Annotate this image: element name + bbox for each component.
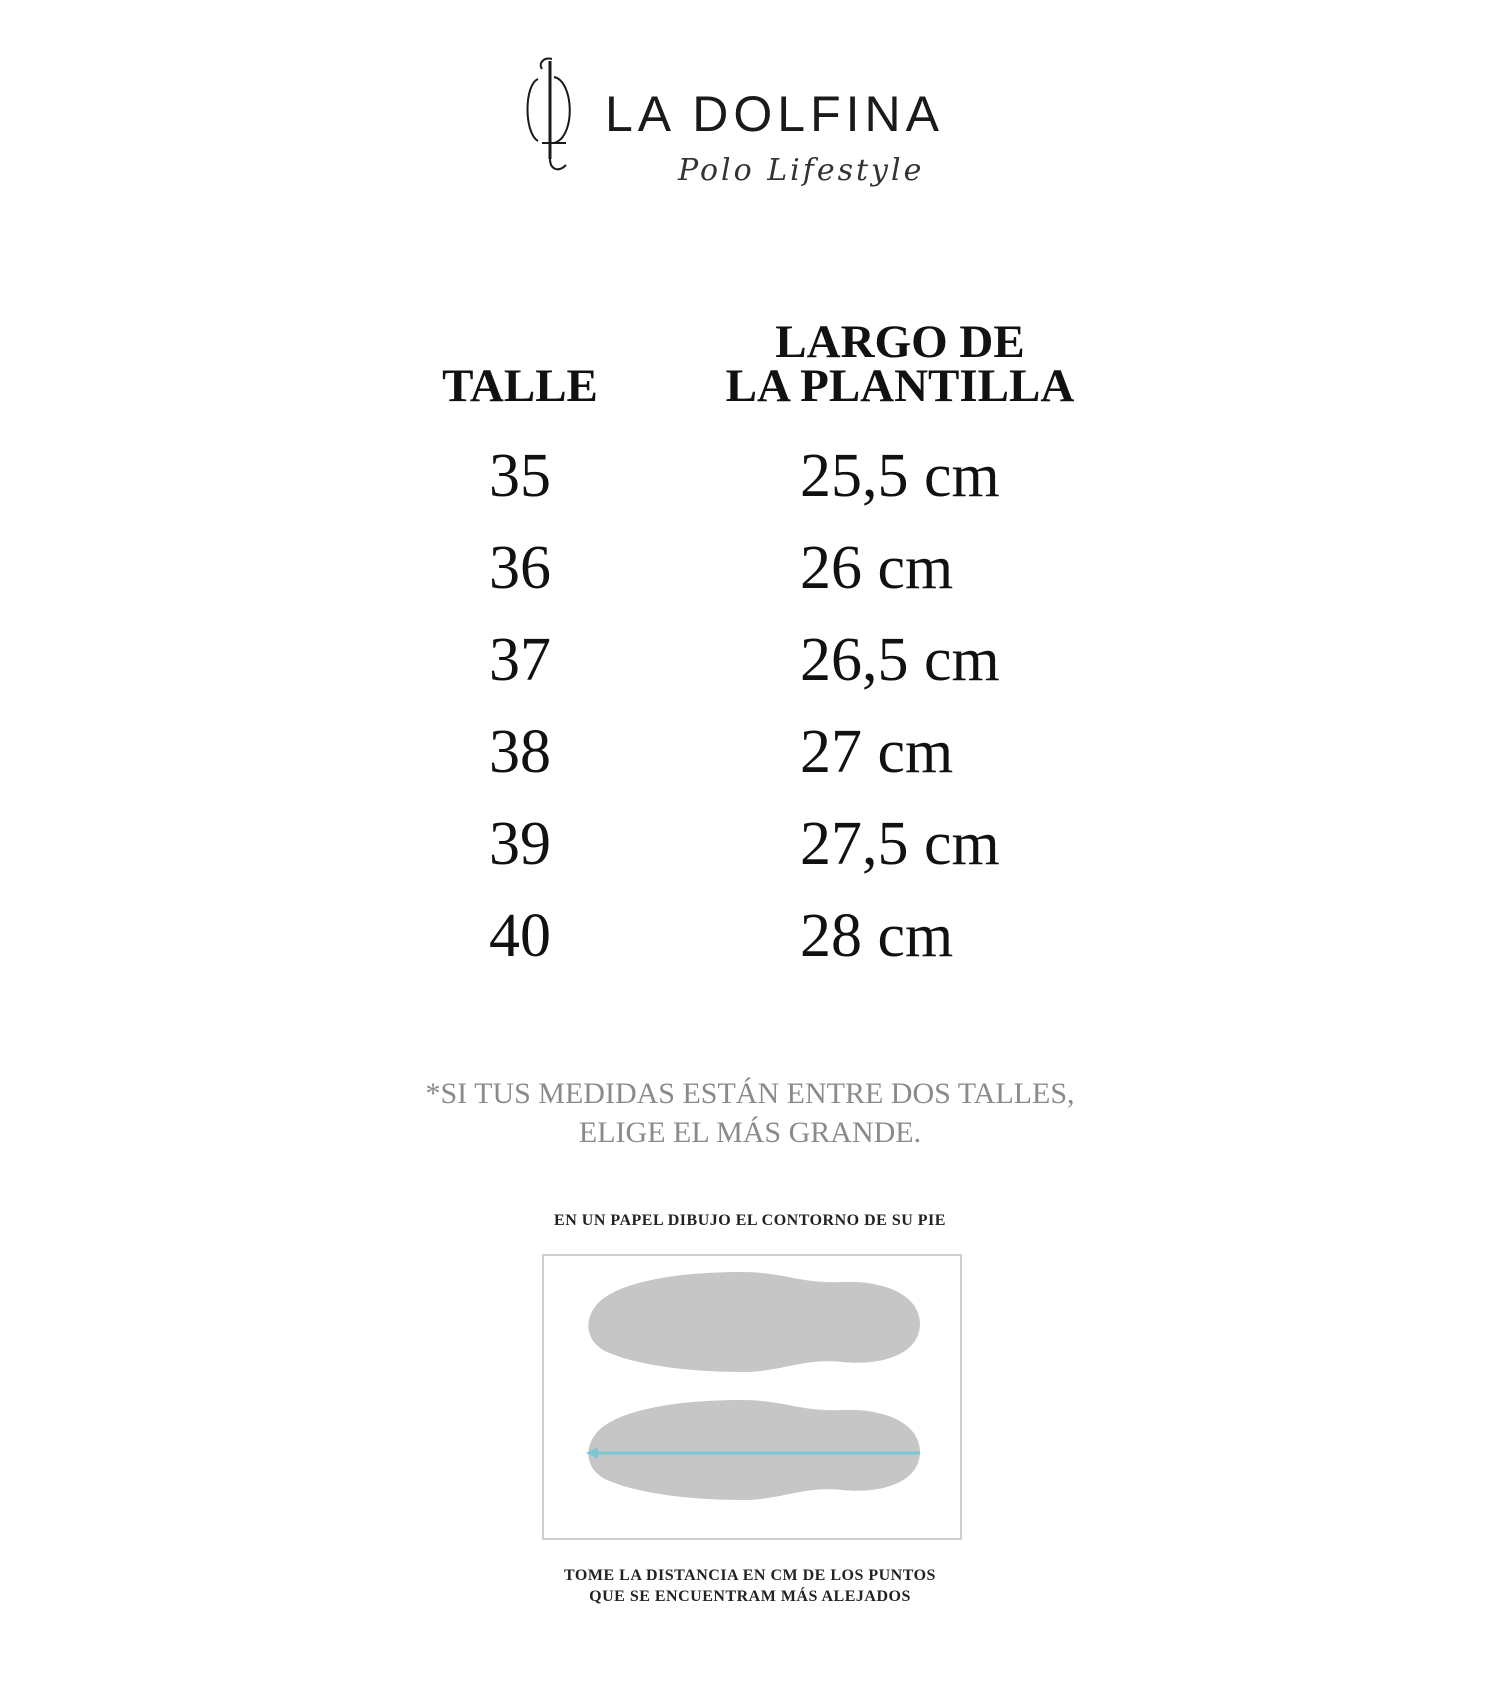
brand-logo	[0, 55, 1500, 195]
size-note-line2: ELIGE EL MÁS GRANDE.	[578, 1116, 922, 1149]
header-size: TALLE	[442, 360, 598, 412]
size-cell: 38	[489, 718, 551, 786]
table-row	[0, 614, 1500, 706]
size-cell: 39	[489, 810, 551, 878]
size-note	[0, 1074, 1500, 1152]
table-row	[0, 522, 1500, 614]
table-row	[0, 430, 1500, 522]
length-cell: 26 cm	[800, 534, 954, 602]
foot-outline-icon	[542, 1254, 962, 1540]
table-row	[0, 706, 1500, 798]
header-length-line1: LARGO DE	[775, 316, 1025, 368]
length-cell: 27,5 cm	[800, 810, 1000, 878]
table-row	[0, 890, 1500, 982]
length-cell: 25,5 cm	[800, 442, 1000, 510]
instruction-top: EN UN PAPEL DIBUJO EL CONTORNO DE SU PIE	[554, 1212, 946, 1229]
brand-name: LA DOLFINA	[605, 86, 944, 142]
size-cell: 37	[489, 626, 551, 694]
instruction-bottom	[0, 1565, 1500, 1607]
size-note-line1: *SI TUS MEDIDAS ESTÁN ENTRE DOS TALLES,	[425, 1077, 1075, 1110]
header-length	[690, 316, 1110, 412]
length-cell: 28 cm	[800, 902, 954, 970]
instruction-bottom-line1: TOME LA DISTANCIA EN CM DE LOS PUNTOS	[564, 1567, 936, 1584]
length-cell: 27 cm	[800, 718, 954, 786]
brand-tagline: Polo Lifestyle	[678, 153, 925, 188]
size-cell: 35	[489, 442, 551, 510]
ld-monogram-icon	[522, 55, 582, 175]
instruction-bottom-line2: QUE SE ENCUENTRAM MÁS ALEJADOS	[589, 1588, 911, 1605]
size-cell: 40	[489, 902, 551, 970]
length-cell: 26,5 cm	[800, 626, 1000, 694]
table-row	[0, 798, 1500, 890]
size-cell: 36	[489, 534, 551, 602]
header-length-line2: LA PLANTILLA	[725, 360, 1075, 412]
